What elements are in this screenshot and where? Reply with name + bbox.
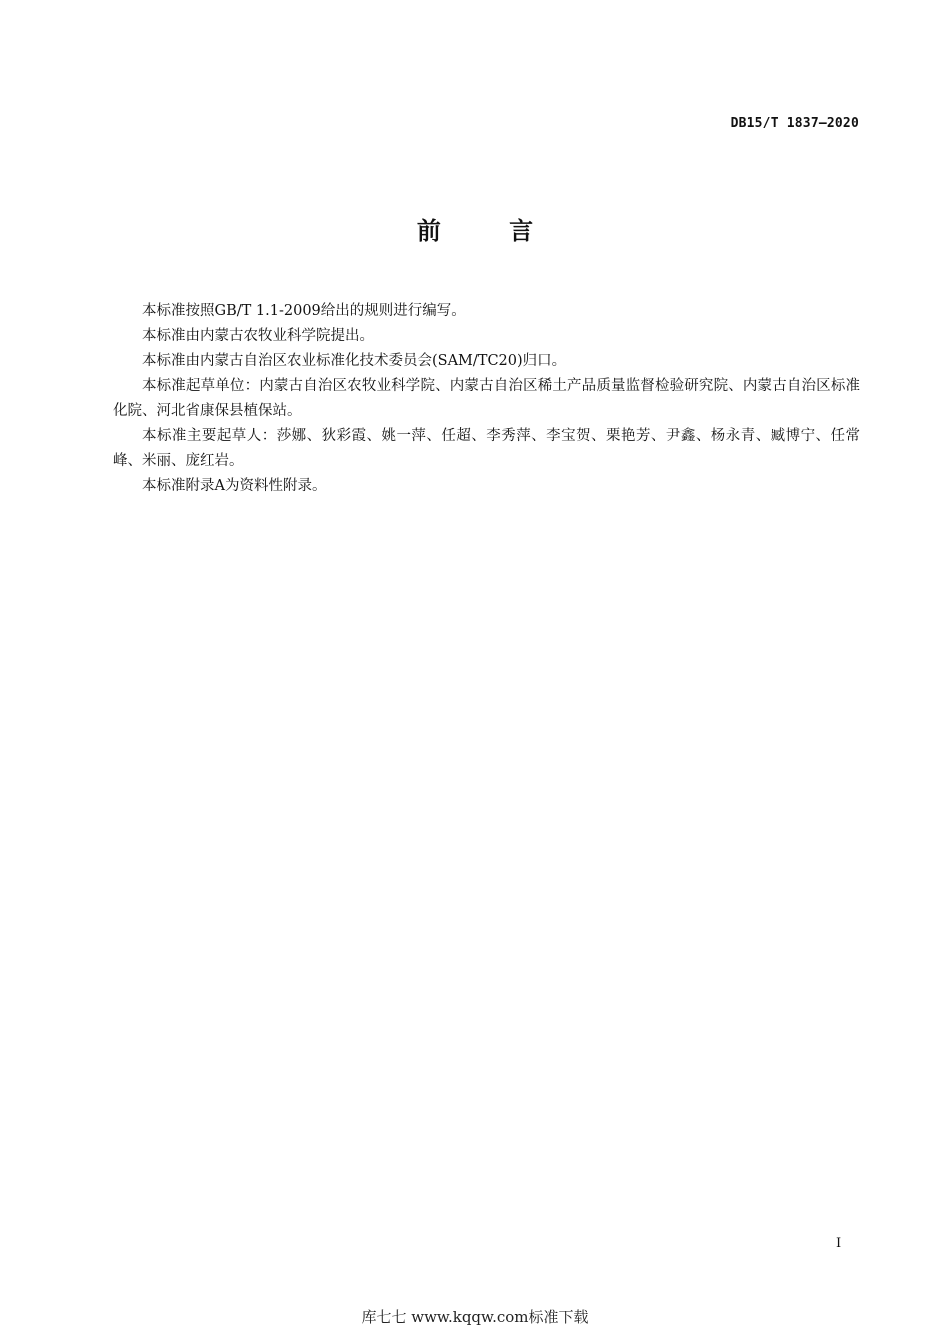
paragraph-technical-committee: 本标准由内蒙古自治区农业标准化技术委员会(SAM/TC20)归口。 [142,353,567,369]
paragraph-drafting-rules: 本标准按照GB/T 1.1-2009给出的规则进行编写。 [142,303,466,319]
preface-body [113,299,860,499]
paragraph-proposer: 本标准由内蒙古农牧业科学院提出。 [142,328,374,344]
page-number: I [836,1236,842,1251]
paragraph-drafting-units: 本标准起草单位：内蒙古自治区农牧业科学院、内蒙古自治区稀土产品质量监督检验研究院、内蒙古自治区标准化院、河北省康保县植保站。 [113,378,860,419]
paragraph-appendix-note: 本标准附录A为资料性附录。 [142,478,327,494]
watermark-text: 库七七 www.kqqw.com标准下载 [361,1308,589,1326]
paragraph-drafters: 本标准主要起草人：莎娜、狄彩霞、姚一萍、任超、李秀萍、李宝贺、栗艳芳、尹鑫、杨永青、臧博宁、任常峰、米丽、庞红岩。 [113,428,860,469]
page-title: 前 言 [416,217,564,245]
document-code: DB15/T 1837—2020 [730,116,859,131]
